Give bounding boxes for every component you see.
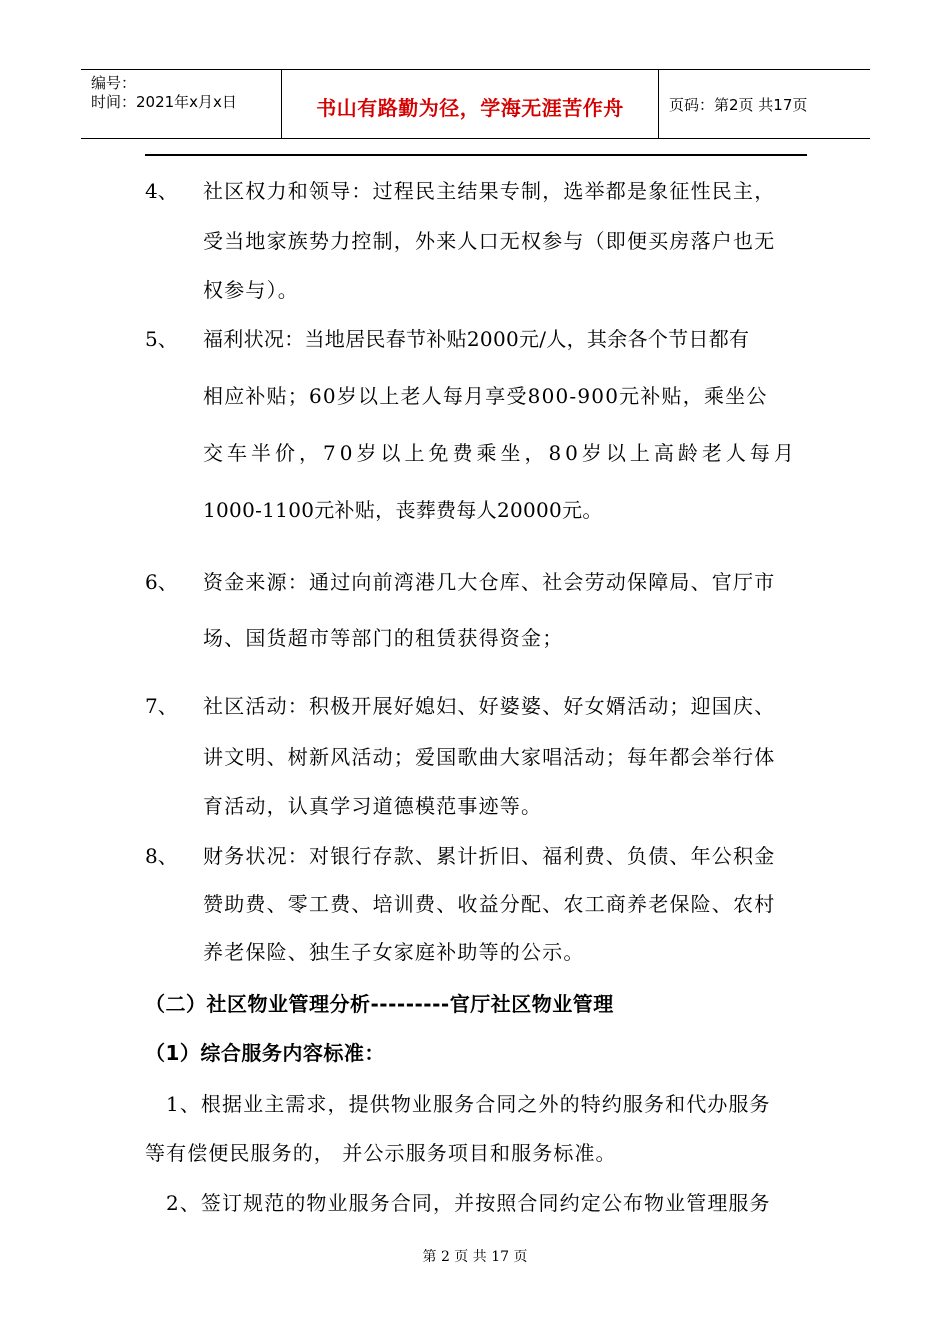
item-line: 1000-1100元补贴，丧葬费每人20000元。 <box>203 498 603 522</box>
body-paragraph-line: 2、签订规范的物业服务合同，并按照合同约定公布物业管理服务 <box>166 1191 771 1215</box>
header-meta-cell <box>81 70 282 138</box>
item-number: 8、 <box>145 844 178 868</box>
subsection-title: （1）综合服务内容标准： <box>145 1041 385 1065</box>
header-page-info: 页码：第2页 共17页 <box>669 96 808 114</box>
item-line: 资金来源：通过向前湾港几大仓库、社会劳动保障局、官厅市 <box>203 570 776 594</box>
page-header <box>81 69 870 139</box>
item-number: 6、 <box>145 570 178 594</box>
item-line: 福利状况：当地居民春节补贴2000元/人，其余各个节日都有 <box>203 327 750 351</box>
item-line: 育活动，认真学习道德模范事迹等。 <box>203 794 543 818</box>
item-line: 场、国货超市等部门的租赁获得资金； <box>203 626 564 650</box>
item-number: 7、 <box>145 694 178 718</box>
page-footer: 第 2 页 共 17 页 <box>422 1249 528 1265</box>
item-line: 权参与）。 <box>203 278 299 302</box>
header-rule <box>145 154 807 156</box>
header-page-cell <box>659 70 870 138</box>
item-line: 养老保险、独生子女家庭补助等的公示。 <box>203 940 585 964</box>
item-number: 4、 <box>145 179 178 203</box>
item-line: 社区活动：积极开展好媳妇、好婆婆、好女婿活动；迎国庆、 <box>203 694 776 718</box>
item-line: 社区权力和领导：过程民主结果专制，选举都是象征性民主， <box>203 179 776 203</box>
body-paragraph-line: 1、根据业主需求，提供物业服务合同之外的特约服务和代办服务 <box>166 1092 771 1116</box>
item-line: 交车半价，70岁以上免费乘坐，80岁以上高龄老人每月 <box>203 441 798 465</box>
number-label: 编号： <box>91 74 137 92</box>
body-paragraph-line: 等有偿便民服务的， 并公示服务项目和服务标准。 <box>145 1141 617 1165</box>
item-line: 讲文明、树新风活动；爱国歌曲大家唱活动；每年都会举行体 <box>203 745 776 769</box>
section-title: （二）社区物业管理分析---------官厅社区物业管理 <box>145 992 614 1016</box>
item-line: 赞助费、零工费、培训费、收益分配、农工商养老保险、农村 <box>203 892 776 916</box>
time-label: 时间：2021年x月x日 <box>91 93 237 111</box>
header-motto-cell <box>282 70 659 138</box>
item-line: 相应补贴；60岁以上老人每月享受800-900元补贴，乘坐公 <box>203 384 768 408</box>
item-line: 受当地家族势力控制，外来人口无权参与（即便买房落户也无 <box>203 229 776 253</box>
item-line: 财务状况：对银行存款、累计折旧、福利费、负债、年公积金 <box>203 844 776 868</box>
header-motto: 书山有路勤为径，学海无涯苦作舟 <box>316 96 624 120</box>
item-number: 5、 <box>145 327 178 351</box>
